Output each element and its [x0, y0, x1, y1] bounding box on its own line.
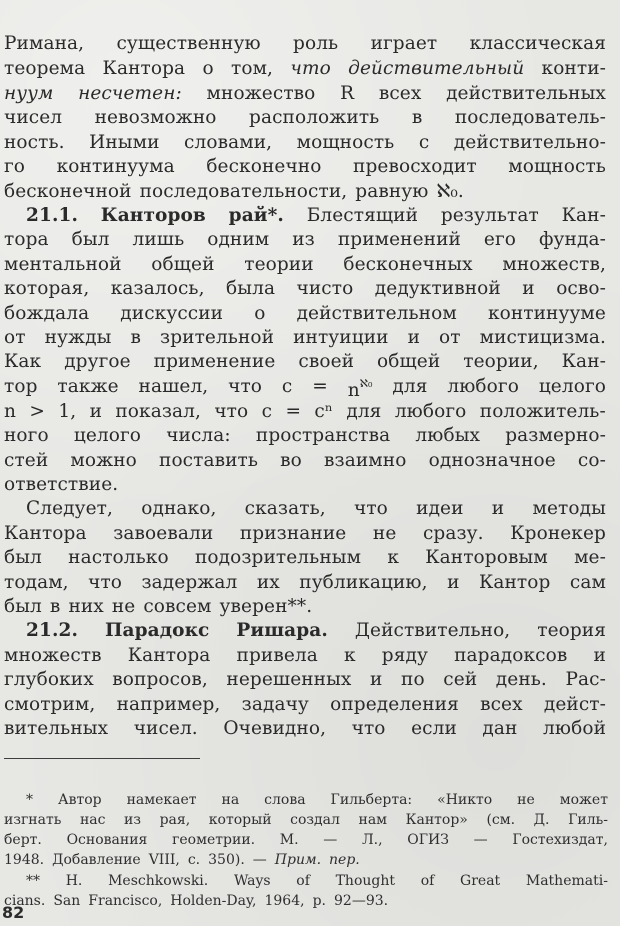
- text-word: их: [256, 572, 280, 593]
- text-word: Кантора: [102, 58, 186, 79]
- footnote-word: Прим.: [274, 852, 322, 868]
- footnote-line: [26, 871, 608, 891]
- text-line: [4, 350, 606, 374]
- text-word: Канторовым: [425, 547, 548, 568]
- text-word: привела: [236, 645, 318, 666]
- footnote-word: 1948.: [4, 852, 45, 868]
- footnote-word: берт.: [4, 832, 42, 848]
- text-word: не: [372, 523, 397, 544]
- footnote-word: рая,: [159, 812, 191, 828]
- text-word: >: [29, 401, 45, 422]
- footnote-word: Гильберта:: [330, 792, 413, 808]
- text-word: $n^{ℵ_0}$: [347, 376, 373, 401]
- text-word: мощность: [296, 132, 395, 153]
- text-line: [4, 424, 606, 448]
- text-word: во: [280, 450, 302, 471]
- text-word: нашел,: [138, 376, 209, 397]
- text-word: и: [491, 498, 505, 519]
- text-word: сразу.: [422, 523, 484, 544]
- text-word: Римана,: [4, 33, 85, 54]
- text-line: [4, 473, 606, 497]
- text-word: которая,: [4, 278, 90, 299]
- text-line: [4, 180, 606, 204]
- footnote-word: Holden-Day,: [170, 893, 257, 909]
- text-line: [4, 326, 606, 350]
- text-line: [4, 155, 606, 179]
- text-word: Кантора: [127, 645, 211, 666]
- text-word: любого: [447, 376, 519, 397]
- text-word: бождала: [4, 303, 90, 324]
- text-word: также: [57, 376, 119, 397]
- text-word: Кан-: [561, 205, 606, 226]
- text-word: теорема: [4, 58, 86, 79]
- text-word: и: [447, 572, 460, 593]
- text-word: ℵ₀.: [436, 181, 464, 202]
- footnote-word: *: [26, 792, 33, 808]
- text-word: словами,: [184, 132, 273, 153]
- text-word: теории,: [463, 351, 539, 372]
- page-number: 82: [2, 903, 25, 922]
- text-word: что: [88, 572, 123, 593]
- text-word: если: [411, 718, 457, 739]
- text-word: Следует,: [26, 498, 113, 519]
- footnote-line: [26, 790, 608, 810]
- footnote-word: изгнать: [4, 812, 62, 828]
- text-line: [4, 546, 606, 570]
- text-line: [4, 449, 606, 473]
- text-word: 21.1.: [26, 205, 78, 226]
- text-word: любых: [415, 425, 481, 446]
- text-word: =: [285, 401, 302, 422]
- text-word: к: [344, 645, 356, 666]
- text-word: например,: [116, 694, 221, 715]
- footnote-word: Л.,: [361, 832, 383, 848]
- text-word: теории: [244, 254, 314, 275]
- footnote-word: **: [26, 873, 40, 889]
- footnote-line: [4, 891, 608, 911]
- text-word: интуиции: [293, 327, 389, 348]
- text-line: [4, 131, 606, 155]
- text-word: совсем: [143, 596, 212, 617]
- text-word: лишь: [132, 229, 185, 250]
- text-word: 21.2.: [26, 620, 78, 641]
- footnote-word: —: [473, 832, 488, 848]
- text-word: Рас-: [565, 669, 606, 690]
- text-word: вительных: [4, 718, 109, 739]
- text-word: показал,: [115, 401, 201, 422]
- text-line: [4, 595, 606, 619]
- footnote-word: не: [517, 792, 535, 808]
- text-word: со-: [577, 450, 606, 471]
- text-word: целого: [538, 376, 606, 397]
- text-word: расположить: [249, 107, 380, 128]
- text-word: нерешенных: [226, 669, 352, 690]
- text-word: рай*.: [228, 205, 284, 226]
- text-word: го: [4, 156, 26, 177]
- text-word: и: [522, 278, 535, 299]
- text-word: можно: [70, 450, 137, 471]
- text-line: [4, 228, 606, 252]
- footnote-word: —: [323, 832, 338, 848]
- footnote-word: San: [53, 893, 81, 909]
- text-word: бесконечно: [206, 156, 322, 177]
- text-line: [4, 400, 606, 424]
- footnote-word: пер.: [329, 852, 360, 868]
- text-word: размерно-: [505, 425, 606, 446]
- text-word: что: [353, 498, 388, 519]
- footnote-word: из: [124, 812, 142, 828]
- footnote-word: создал: [290, 812, 340, 828]
- text-word: Кантор: [478, 572, 551, 593]
- text-word: Блестящий: [306, 205, 419, 226]
- text-word: о: [202, 58, 214, 79]
- text-word: n: [4, 401, 17, 422]
- text-word: Иными: [89, 132, 160, 153]
- text-line: [4, 375, 606, 399]
- text-line: [4, 717, 606, 741]
- footnote-word: ОГИЗ: [407, 832, 449, 848]
- text-word: в: [49, 596, 61, 617]
- footnote-word: H.: [65, 873, 83, 889]
- text-word: целого: [73, 425, 142, 446]
- text-line: [4, 32, 606, 56]
- text-word: взаимно: [324, 450, 407, 471]
- text-word: действительно-: [453, 132, 606, 153]
- footnote-word: —: [252, 852, 267, 868]
- text-word: мистицизма.: [479, 327, 606, 348]
- footnote-word: нас: [79, 812, 106, 828]
- text-word: ме-: [574, 547, 606, 568]
- footnote-word: Д.: [533, 812, 550, 828]
- text-word: равную: [355, 181, 429, 202]
- text-word: континууме: [487, 303, 606, 324]
- text-word: Кронекер: [510, 523, 606, 544]
- text-word: применений: [337, 229, 461, 250]
- text-word: и: [407, 327, 421, 348]
- text-word: признание: [239, 523, 347, 544]
- text-word: определения: [330, 694, 459, 715]
- footnote-line: [4, 810, 608, 830]
- footnote-word: Mathemati-: [525, 873, 608, 889]
- footnote-word: Гиль-: [568, 812, 608, 828]
- text-word: стей: [4, 450, 49, 471]
- text-line: [4, 253, 606, 277]
- text-line: [26, 619, 606, 643]
- footnote-word: Автор: [57, 792, 102, 808]
- text-word: осво-: [556, 278, 606, 299]
- text-line: [4, 302, 606, 326]
- text-word: R: [340, 83, 355, 104]
- text-word: множеств,: [502, 254, 606, 275]
- footnote-word: на: [221, 792, 240, 808]
- text-word: Действительно,: [354, 620, 511, 641]
- footnote-word: Ways: [233, 873, 271, 889]
- text-word: в: [411, 107, 423, 128]
- text-line: [4, 277, 606, 301]
- text-word: не: [111, 596, 136, 617]
- text-word: сей: [443, 669, 478, 690]
- text-word: был: [4, 547, 42, 568]
- text-word: уверен**.: [219, 596, 313, 617]
- text-line: [4, 668, 606, 692]
- text-word: поставить: [159, 450, 259, 471]
- footnote-word: Добавление: [52, 852, 141, 868]
- text-word: от: [4, 327, 26, 348]
- text-word: любого: [394, 401, 467, 422]
- footnote-word: VIII,: [148, 852, 180, 868]
- text-line: [4, 82, 606, 106]
- text-word: нужды: [44, 327, 112, 348]
- text-word: пространства: [255, 425, 391, 446]
- footnote-word: of: [420, 873, 435, 889]
- text-word: общей: [377, 351, 441, 372]
- text-word: другое: [64, 351, 131, 372]
- text-word: всех: [378, 83, 422, 104]
- footnote-word: cians.: [4, 893, 46, 909]
- footnote-word: 92—93.: [334, 893, 389, 909]
- text-word: 1,: [58, 401, 77, 422]
- text-word: роль: [293, 33, 339, 54]
- text-word: Ришара.: [236, 620, 328, 641]
- text-word: результат: [440, 205, 539, 226]
- text-word: c: [418, 132, 430, 153]
- text-word: Кан-: [561, 351, 606, 372]
- text-word: общей: [151, 254, 215, 275]
- footnote-word: Francisco,: [88, 893, 163, 909]
- text-word: чисто: [296, 278, 354, 299]
- text-word: Канторов: [100, 205, 206, 226]
- text-word: последовательности,: [139, 181, 348, 202]
- text-word: казалось,: [110, 278, 205, 299]
- text-word: превосходит: [353, 156, 477, 177]
- text-word: смотрим,: [4, 694, 96, 715]
- text-word: теория: [537, 620, 606, 641]
- footnote-word: of: [296, 873, 310, 889]
- text-word: вопросов,: [112, 669, 208, 690]
- text-word: для: [392, 376, 428, 397]
- text-word: существенную: [116, 33, 261, 54]
- text-word: c: [261, 401, 273, 422]
- text-word: несчетен:: [78, 83, 182, 104]
- text-word: задержал: [141, 572, 238, 593]
- text-word: из: [292, 229, 315, 250]
- text-word: ответствие.: [4, 474, 119, 495]
- text-word: действительном: [296, 303, 457, 324]
- text-word: нуум: [4, 83, 54, 104]
- text-word: cⁿ: [314, 401, 333, 422]
- text-word: множество: [206, 83, 316, 104]
- footnote-word: 350).: [208, 852, 245, 868]
- text-word: бесконечных: [343, 254, 473, 275]
- text-word: была: [226, 278, 276, 299]
- text-line: [26, 204, 606, 228]
- text-word: однако,: [141, 498, 217, 519]
- text-word: Кантора: [4, 523, 87, 544]
- footnote-word: p.: [312, 893, 326, 909]
- text-word: фунда-: [538, 229, 606, 250]
- text-word: по: [401, 669, 425, 690]
- footnote-line: [4, 830, 608, 850]
- text-line: [4, 106, 606, 130]
- footnote-word: Thought: [335, 873, 395, 889]
- footnote-word: Кантор»: [405, 812, 468, 828]
- text-word: невозможно: [94, 107, 217, 128]
- footnote-separator: [4, 758, 200, 759]
- text-word: одним: [207, 229, 270, 250]
- text-word: методы: [532, 498, 606, 519]
- text-word: Как: [4, 351, 42, 372]
- text-word: сам: [569, 572, 606, 593]
- footnote-word: Гостехиздат,: [512, 832, 608, 848]
- text-word: о: [254, 303, 266, 324]
- text-word: дискуссии: [120, 303, 224, 324]
- footnote-word: Great: [460, 873, 501, 889]
- text-line: [4, 57, 606, 81]
- text-word: сказать,: [244, 498, 326, 519]
- text-word: ментальной: [4, 254, 122, 275]
- text-word: них: [68, 596, 104, 617]
- text-word: c: [281, 376, 293, 397]
- text-word: что: [228, 376, 263, 397]
- text-word: что: [290, 58, 331, 79]
- text-word: к: [387, 547, 399, 568]
- text-word: тора: [4, 229, 49, 250]
- text-word: Парадокс: [104, 620, 210, 641]
- footnote-word: который: [208, 812, 272, 828]
- footnote-word: слова: [264, 792, 306, 808]
- text-word: =: [312, 376, 328, 397]
- text-word: задачу: [241, 694, 309, 715]
- text-word: парадоксов: [454, 645, 568, 666]
- footnote-word: «Никто: [437, 792, 493, 808]
- text-word: применение: [153, 351, 276, 372]
- text-word: был: [71, 229, 110, 250]
- text-word: для: [346, 401, 382, 422]
- text-line: [4, 693, 606, 717]
- text-line: [4, 522, 606, 546]
- text-word: континуума: [56, 156, 175, 177]
- text-word: его: [483, 229, 516, 250]
- text-word: Очевидно,: [223, 718, 327, 739]
- text-word: глубоких: [4, 669, 94, 690]
- text-word: в: [130, 327, 141, 348]
- text-word: зрительной: [160, 327, 275, 348]
- footnote-word: Meschkowski.: [108, 873, 209, 889]
- text-word: любой: [543, 718, 606, 739]
- text-word: идеи: [416, 498, 464, 519]
- text-word: и: [593, 645, 606, 666]
- text-word: от: [439, 327, 461, 348]
- text-word: действительных: [446, 83, 606, 104]
- text-word: и: [370, 669, 383, 690]
- text-line: [4, 571, 606, 595]
- text-word: последователь-: [454, 107, 606, 128]
- text-word: множеств: [4, 645, 102, 666]
- text-line: [26, 497, 606, 521]
- text-word: однозначное: [428, 450, 556, 471]
- text-word: числа:: [166, 425, 231, 446]
- footnote-word: геометрии.: [172, 832, 256, 848]
- text-word: бесконечной: [4, 181, 132, 202]
- text-word: подозрительным: [194, 547, 362, 568]
- text-word: публикацию,: [299, 572, 428, 593]
- text-line: [4, 644, 606, 668]
- text-word: настолько: [68, 547, 169, 568]
- footnote-word: может: [559, 792, 608, 808]
- text-word: том,: [231, 58, 274, 79]
- footnote-word: Основания: [66, 832, 148, 848]
- text-word: играет: [370, 33, 438, 54]
- text-word: дедуктивной: [374, 278, 501, 299]
- text-word: действительный: [348, 58, 525, 79]
- text-word: что: [351, 718, 386, 739]
- footnote-word: М.: [279, 832, 299, 848]
- text-word: чисел.: [133, 718, 198, 739]
- text-word: что: [214, 401, 249, 422]
- text-word: день.: [495, 669, 547, 690]
- text-word: тодам,: [4, 572, 69, 593]
- text-word: положитель-: [479, 401, 606, 422]
- text-word: всех: [480, 694, 523, 715]
- footnote-word: (см.: [486, 812, 516, 828]
- text-word: был: [4, 596, 42, 617]
- text-word: тор: [4, 376, 38, 397]
- footnote-word: 1964,: [264, 893, 305, 909]
- text-word: и: [89, 401, 102, 422]
- text-word: ного: [4, 425, 49, 446]
- text-word: чисел: [4, 107, 63, 128]
- footnote-word: нам: [358, 812, 388, 828]
- text-word: конти-: [541, 58, 606, 79]
- text-word: мощность: [508, 156, 606, 177]
- text-word: дейст-: [543, 694, 606, 715]
- footnote-word: с.: [187, 852, 201, 868]
- text-word: ность.: [4, 132, 65, 153]
- text-word: дан: [482, 718, 518, 739]
- text-word: своей: [298, 351, 355, 372]
- text-word: завоевали: [113, 523, 214, 544]
- footnote-line: [4, 850, 608, 870]
- text-word: ряду: [381, 645, 428, 666]
- footnote-word: намекает: [126, 792, 197, 808]
- text-word: классическая: [469, 33, 606, 54]
